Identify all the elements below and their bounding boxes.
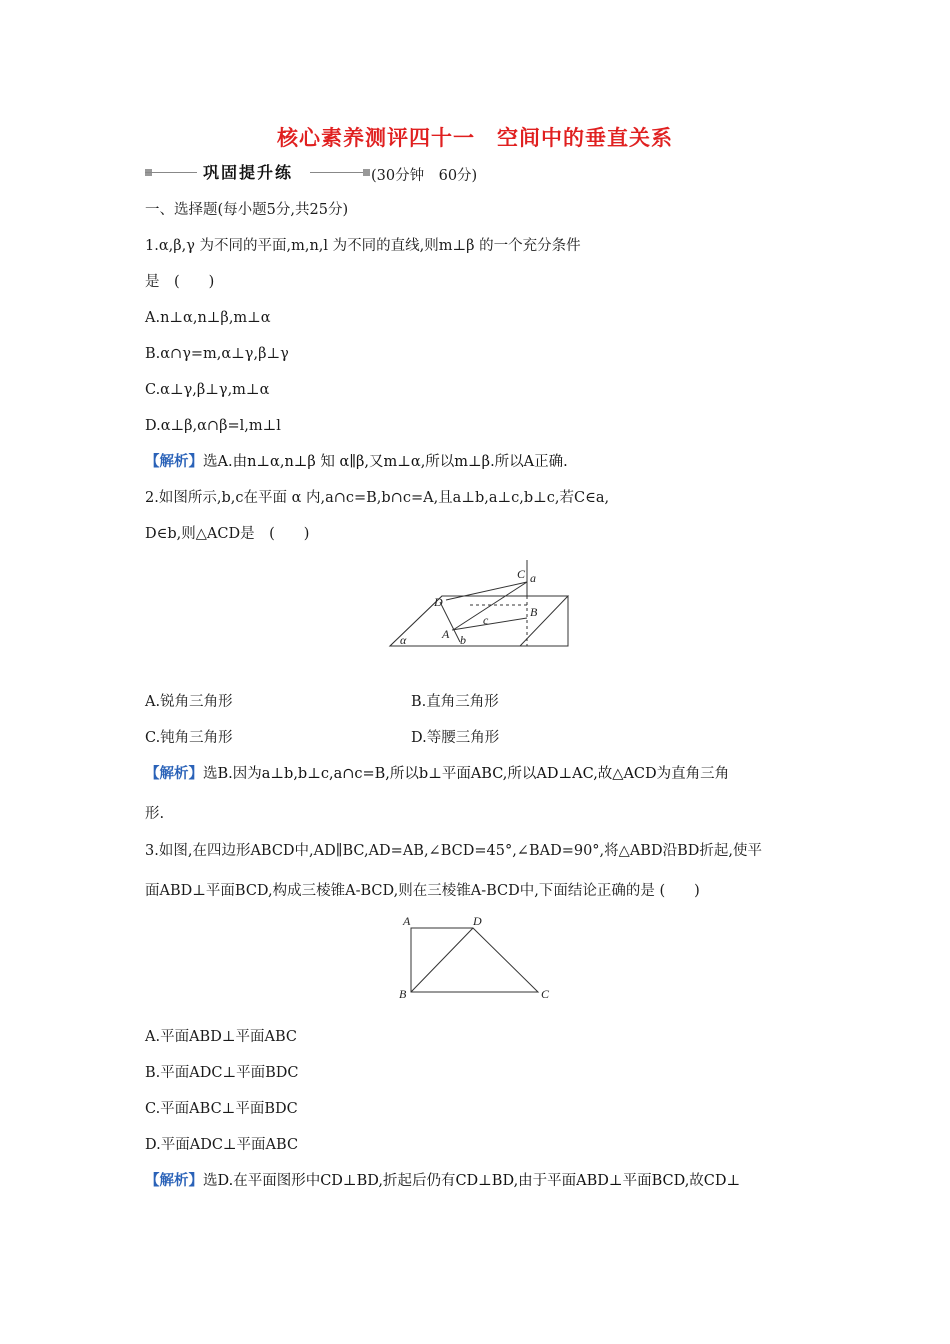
quadrilateral-abcd [411, 928, 538, 992]
q1-option-a: A.n⊥α,n⊥β,m⊥α [145, 310, 271, 326]
q2-stem: 2.如图所示,b,c在平面 α 内,a∩c=B,b∩c=A,且a⊥b,a⊥c,b⊥c,若C∈a, [145, 490, 610, 506]
q2-option-c: C.钝角三角形 [145, 730, 233, 746]
section-time: (30分钟 60分) [371, 168, 478, 184]
q3-answer-text: 选D.在平面图形中CD⊥BD,折起后仍有CD⊥BD,由于平面ABD⊥平面BCD,故CD⊥ [203, 1173, 741, 1189]
section-label: 巩固提升练 [203, 163, 294, 182]
q3-option-d: D.平面ADC⊥平面ABC [145, 1137, 299, 1153]
q1-stem: 1.α,β,γ 为不同的平面,m,n,l 为不同的直线,则m⊥β 的一个充分条件 [145, 238, 581, 254]
section-bar-line [145, 172, 197, 173]
q1-option-b: B.α∩γ=m,α⊥γ,β⊥γ [145, 346, 289, 362]
q2-answer [145, 764, 729, 784]
answer-tag: 【解析】 [145, 766, 203, 782]
label-alpha: α [400, 633, 407, 647]
label-d-vertex: D [473, 914, 482, 928]
section-header [145, 160, 565, 186]
answer-tag: 【解析】 [145, 454, 203, 470]
q1-option-d: D.α⊥β,α∩β=l,m⊥l [145, 418, 281, 434]
label-a-point: A [442, 627, 450, 641]
label-c-line: c [483, 613, 489, 627]
section-bar-line [310, 172, 368, 173]
q3-option-c: C.平面ABC⊥平面BDC [145, 1101, 298, 1117]
q1-answer [145, 452, 568, 472]
q2-stem-cont: D∈b,则△ACD是 ( ) [145, 526, 310, 542]
answer-tag: 【解析】 [145, 1173, 203, 1189]
q3-stem-cont: 面ABD⊥平面BCD,构成三棱锥A-BCD,则在三棱锥A-BCD中,下面结论正确的是 ( ) [145, 883, 700, 899]
q3-answer [145, 1171, 740, 1191]
label-b-line: b [460, 633, 466, 647]
q3-option-a: A.平面ABD⊥平面ABC [145, 1029, 297, 1045]
q3-figure [395, 912, 560, 1002]
section-bar-marker [363, 169, 370, 176]
q1-stem-cont: 是 ( ) [145, 274, 215, 290]
label-d-point: D [434, 595, 443, 609]
part-heading: 一、选择题(每小题5分,共25分) [145, 202, 349, 218]
q2-option-b: B.直角三角形 [411, 694, 499, 710]
label-c-vertex: C [541, 987, 550, 1001]
q2-option-a: A.锐角三角形 [145, 694, 233, 710]
label-a-line: a [530, 571, 536, 585]
plane-outline [390, 596, 568, 646]
q2-option-d: D.等腰三角形 [411, 730, 500, 746]
label-b-vertex: B [399, 987, 407, 1001]
q1-option-c: C.α⊥γ,β⊥γ,m⊥α [145, 382, 270, 398]
q1-answer-text: 选A.由n⊥α,n⊥β 知 α∥β,又m⊥α,所以m⊥β.所以A正确. [203, 454, 568, 470]
label-b-point: B [530, 605, 538, 619]
q2-answer-text: 选B.因为a⊥b,b⊥c,a∩c=B,所以b⊥平面ABC,所以AD⊥AC,故△ACD为直角三角 [203, 766, 730, 782]
q2-figure [380, 560, 580, 660]
q3-option-b: B.平面ADC⊥平面BDC [145, 1065, 299, 1081]
q2-answer-cont: 形. [145, 806, 165, 822]
diagonal-bd [411, 928, 473, 992]
q3-stem: 3.如图,在四边形ABCD中,AD∥BC,AD=AB,∠BCD=45°,∠BAD=90°,将△ABD沿BD折起,使平 [145, 843, 762, 859]
label-c-point: C [517, 567, 526, 581]
label-a-vertex: A [403, 914, 411, 928]
page-title: 核心素养测评四十一 空间中的垂直关系 [277, 126, 673, 150]
